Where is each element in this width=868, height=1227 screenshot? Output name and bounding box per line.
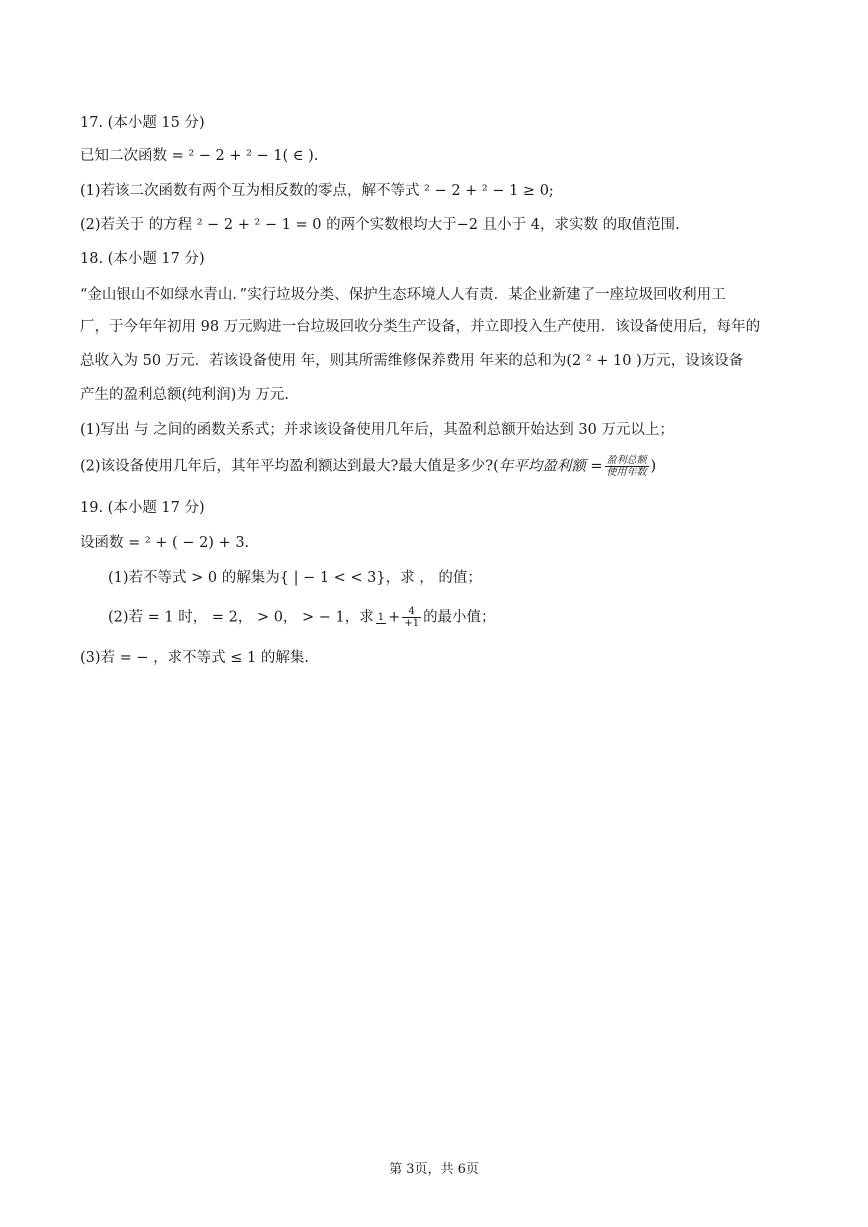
q18-stem-line3: 总收入为 50 万元．若该设备使用 年，则其所需维修保养费用 年来的总和为(2 ² + 10 )万元，设该设备 (80, 353, 744, 369)
q18-stem-line1: “金山银山不如绿水青山．”实行垃圾分类、保护生态环境人人有责．某企业新建了一座垃圾回收利用工 (80, 287, 726, 303)
q18-part2 (80, 455, 656, 478)
q18-header: 18. (本小题 17 分) (80, 251, 205, 267)
q19-part2-tail: 的最小值； (423, 609, 496, 626)
q18-part2-label: 年平均盈利额 = (498, 458, 603, 475)
q17-stem: 已知二次函数 = ² − 2 + ² − 1( ∈ ). (80, 148, 319, 164)
q17-part1: (1)若该二次函数有两个互为相反数的零点，解不等式 ² − 2 + ² − 1 ≥ 0; (80, 183, 554, 199)
q19-part2-fraction1 (376, 612, 386, 624)
q18-part1: (1)写出 与 之间的函数关系式；并求该设备使用几年后，其盈利总额开始达到 30 万元以上； (80, 422, 674, 438)
q19-part2-fraction2-num: 4 (402, 606, 421, 618)
q17-header: 17. (本小题 15 分) (80, 115, 205, 131)
q18-part2-paren-open: ( (493, 458, 499, 475)
q19-part2-fraction2 (402, 606, 421, 629)
q18-part2-text: (2)该设备使用几年后，其年平均盈利额达到最大?最大值是多少? (80, 458, 494, 475)
q19-part2-text: (2)若 = 1 时， = 2， > 0， > − 1，求 (108, 609, 374, 626)
q19-part3: (3)若 = − ，求不等式 ≤ 1 的解集. (80, 650, 309, 666)
page-footer: 第 3页，共 6页 (389, 1162, 479, 1177)
q19-stem: 设函数 = ² + ( − 2) + 3. (80, 535, 250, 551)
q18-part2-paren-close: ) (650, 458, 657, 475)
q18-part2-fraction (605, 455, 649, 478)
q18-part2-fraction-num: 盈利总额 (606, 455, 647, 466)
q18-part2-fraction-den: 使用年数 (606, 467, 647, 478)
q19-part2-fraction2-den: +1 (404, 618, 420, 629)
q19-part2-plus: + (388, 609, 401, 626)
q17-part2: (2)若关于 的方程 ² − 2 + ² − 1 = 0 的两个实数根均大于−2 且小于 4，求实数 的取值范围. (80, 217, 680, 233)
q19-header: 19. (本小题 17 分) (80, 500, 205, 516)
q19-part2-fraction1-num: 1 (377, 611, 385, 623)
q18-stem-line2: 厂，于今年年初用 98 万元购进一台垃圾回收分类生产设备，并立即投入生产使用．该设备使用后，每年的 (80, 319, 761, 335)
q18-stem-line4: 产生的盈利总额(纯利润)为 万元. (80, 387, 290, 403)
q19-part2 (108, 606, 496, 629)
q19-part1: (1)若不等式 > 0 的解集为{ | − 1 < < 3}，求 ， 的值； (108, 570, 482, 586)
